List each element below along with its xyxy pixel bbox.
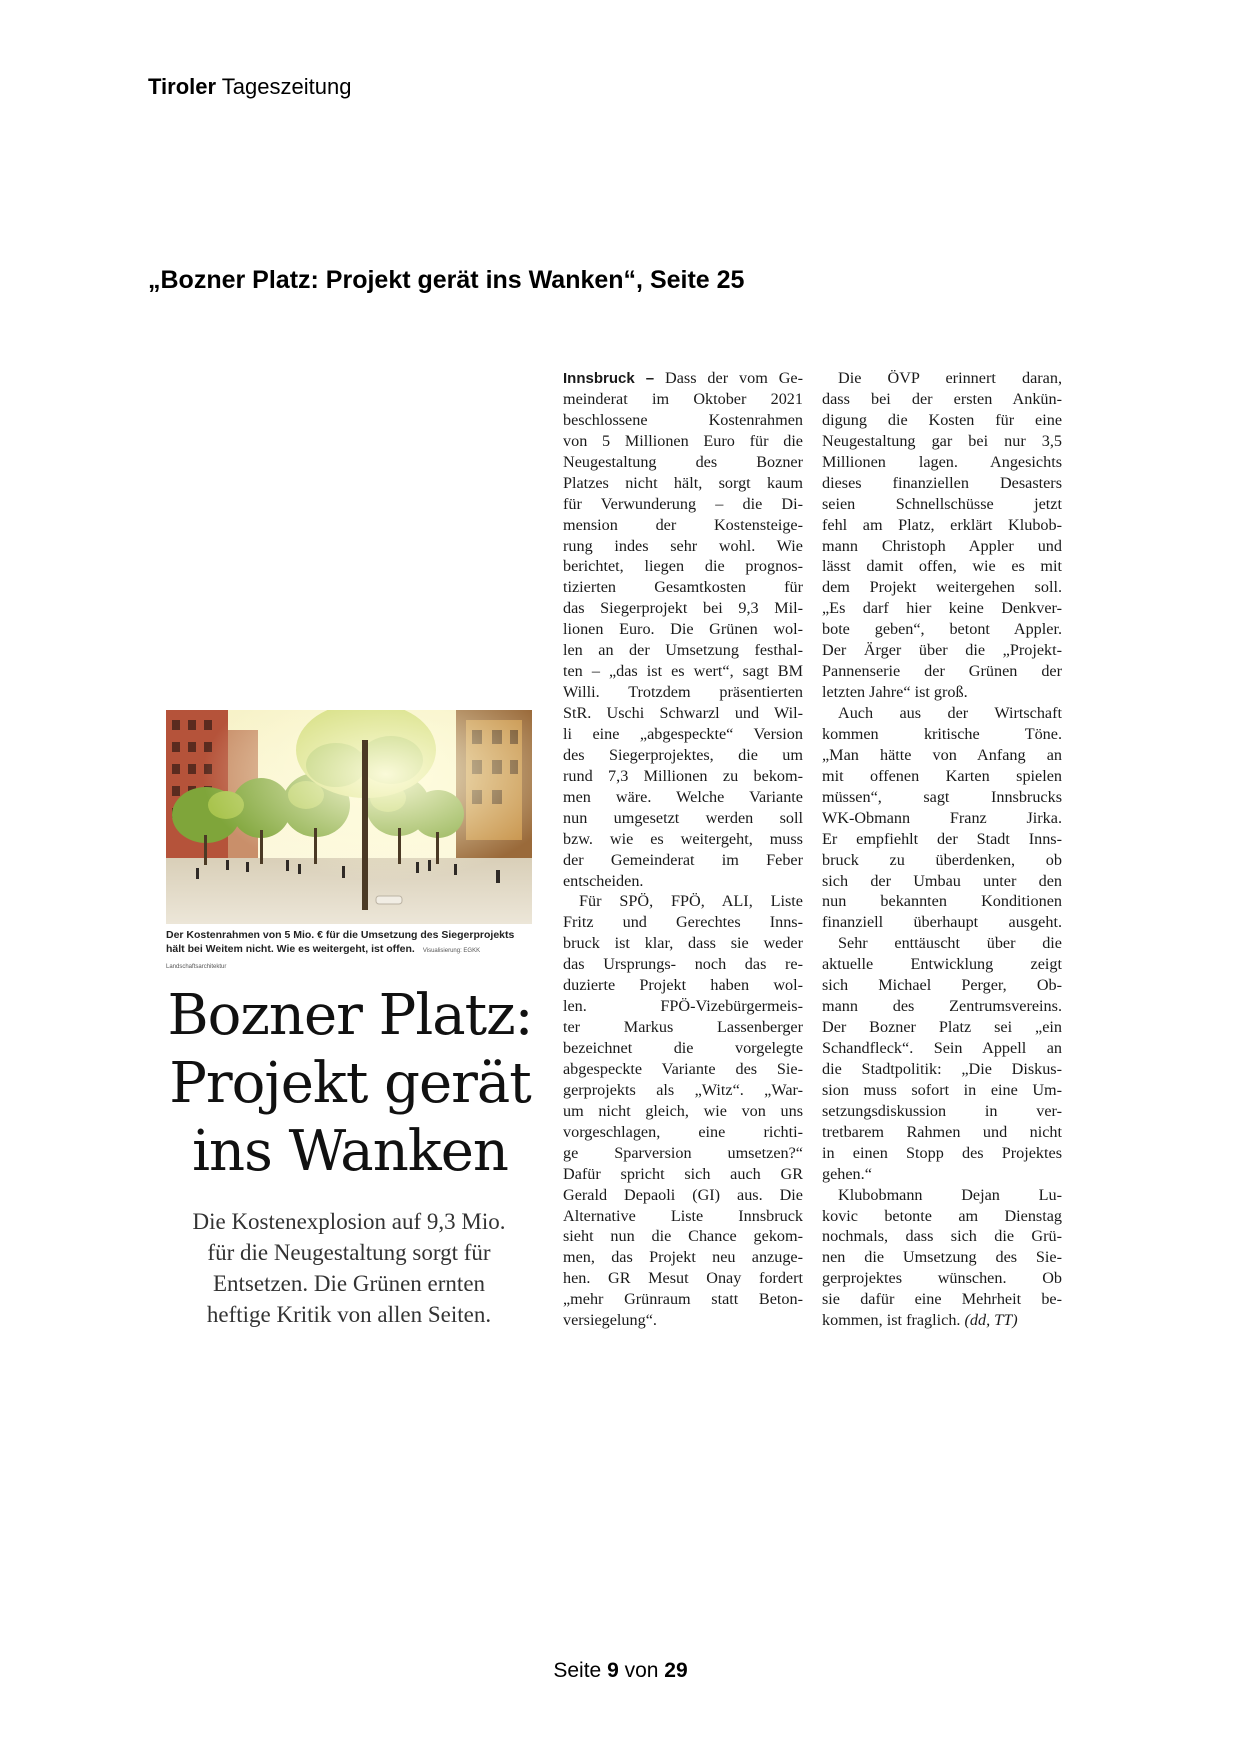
- article-line: [563, 1101, 803, 1122]
- article-line-text: des Siegerprojektes, die um: [563, 745, 803, 764]
- page-footer: [0, 1659, 1241, 1683]
- article-line: [822, 912, 1062, 933]
- article-line: [563, 891, 803, 912]
- article-line: [822, 619, 1062, 640]
- article-line: [822, 933, 1062, 954]
- article-line-text: „Es darf hier keine Denkver-: [822, 599, 1062, 618]
- article-line: [822, 1164, 1062, 1185]
- article-line-text: nun umgesetzt werden soll: [563, 808, 803, 827]
- article-line-text: men wäre. Welche Variante: [563, 787, 803, 806]
- article-line: [822, 389, 1062, 410]
- article-line: [822, 745, 1062, 766]
- article-column-1: [563, 368, 803, 1331]
- article-line-text: lässt damit offen, wie es mit: [822, 557, 1062, 576]
- article-headline: [160, 982, 540, 1186]
- article-line: [822, 494, 1062, 515]
- article-line-text: Millionen lagen. Angesichts: [822, 452, 1062, 471]
- article-signature: (dd, TT): [964, 1311, 1018, 1330]
- headline-line: Bozner Platz:: [167, 983, 533, 1048]
- article-line: [563, 787, 803, 808]
- brand-bold: Tiroler: [148, 74, 217, 99]
- article-line-text: um nicht gleich, wie von uns: [563, 1101, 803, 1120]
- article-line-text: sich Michael Perger, Ob-: [822, 976, 1062, 995]
- article-line-text: bruck zu überdenken, ob: [822, 850, 1062, 869]
- article-line: [563, 389, 803, 410]
- article-line-text: Schandfleck“. Sein Appell an: [822, 1039, 1062, 1057]
- article-line: [563, 1017, 803, 1038]
- article-line: [563, 577, 803, 598]
- article-line-text: Alternative Liste Innsbruck: [563, 1206, 803, 1225]
- article-line-text: kovic betonte am Dienstag: [822, 1206, 1062, 1225]
- caption-text: Der Kostenrahmen von 5 Mio. € für die Umsetzung des Siegerprojekts hält bei Weitem nicht. Wie es weitergeht, ist offen.: [166, 929, 515, 955]
- article-line: [563, 682, 803, 703]
- article-line: [563, 912, 803, 933]
- article-line-text: tizierten Gesamtkosten für: [563, 578, 803, 597]
- article-line-text: das Ursprungs- noch das re-: [563, 955, 803, 974]
- article-line: [822, 1038, 1062, 1059]
- article-line-text: ge Sparversion umsetzen?“: [563, 1143, 803, 1162]
- article-line-text: meinderat im Oktober 2021: [563, 389, 803, 408]
- article-line: [563, 1143, 803, 1164]
- article-line: [822, 1247, 1062, 1268]
- article-line: [563, 640, 803, 661]
- article-line: [563, 431, 803, 452]
- article-line: [822, 1226, 1062, 1247]
- article-line: [822, 808, 1062, 829]
- article-line: [563, 452, 803, 473]
- article-line-text: len. FPÖ-Vizebürgermeis-: [563, 997, 803, 1016]
- article-line: [563, 703, 803, 724]
- article-line-text: mann des Zentrumsvereins.: [822, 997, 1062, 1016]
- article-line: [563, 954, 803, 975]
- article-line-text: nochmals, dass sich die Grü-: [822, 1227, 1062, 1246]
- article-line: [563, 368, 803, 389]
- article-line-text: digung die Kosten für eine: [822, 410, 1062, 429]
- article-line-text: müssen“, sagt Innsbrucks: [822, 787, 1062, 806]
- article-line-text: bezeichnet die vorgelegte: [563, 1039, 803, 1057]
- article-line: [822, 703, 1062, 724]
- headline-line: Projekt gerät: [169, 1051, 531, 1116]
- article-line-text: tretbarem Rahmen und nicht: [822, 1122, 1062, 1141]
- article-line: [563, 1122, 803, 1143]
- article-line-text: men, das Projekt neu anzuge-: [563, 1248, 803, 1267]
- article-line: [563, 536, 803, 557]
- article-line: [822, 598, 1062, 619]
- article-line-text: fehl am Platz, erklärt Klubob-: [822, 515, 1062, 534]
- article-line: [563, 933, 803, 954]
- article-line: [563, 619, 803, 640]
- article-line-text: versiegelung“.: [563, 1311, 657, 1330]
- subheadline-line: Die Kostenexplosion auf 9,3 Mio.: [192, 1209, 506, 1234]
- article-line: [822, 1310, 1062, 1331]
- article-line-text: seien Schnellschüsse jetzt: [822, 494, 1062, 513]
- article-line-text: ter Markus Lassenberger: [563, 1018, 803, 1037]
- article-line-text: Der Bozner Platz sei „ein: [822, 1018, 1062, 1037]
- article-line-text: kommen kritische Töne.: [822, 724, 1062, 743]
- article-reference-title: „Bozner Platz: Projekt gerät ins Wanken“, Seite 25: [148, 266, 745, 294]
- article-line-text: Neugestaltung des Bozner: [563, 452, 803, 471]
- article-line-text: Gerald Depaoli (GI) aus. Die: [563, 1185, 803, 1204]
- article-line-text: nun bekannten Konditionen: [822, 892, 1062, 911]
- article-line: [822, 829, 1062, 850]
- article-line: [563, 410, 803, 431]
- article-line-text: dieses finanziellen Desasters: [822, 473, 1062, 492]
- photo-caption: [166, 928, 532, 974]
- article-line: [822, 661, 1062, 682]
- article-line-text: beschlossene Kostenrahmen: [563, 410, 803, 429]
- article-line-text: sieht nun die Chance gekom-: [563, 1227, 803, 1246]
- article-line-text: rund 7,3 Millionen zu bekom-: [563, 766, 803, 785]
- footer-current-page: 9: [607, 1659, 619, 1682]
- brand-regular: Tageszeitung: [221, 74, 352, 99]
- article-line: [563, 1185, 803, 1206]
- footer-total-pages: 29: [664, 1659, 688, 1682]
- article-line-text: Sehr enttäuscht über die: [838, 934, 1062, 953]
- article-line-text: der Gemeinderat im Feber: [563, 850, 803, 869]
- article-line: [822, 431, 1062, 452]
- article-line-text: ten – „das ist es wert“, sagt BM: [563, 662, 803, 681]
- article-line-text: gehen.“: [822, 1164, 872, 1183]
- article-line: [822, 850, 1062, 871]
- article-line-text: dem Projekt weitergehen soll.: [822, 578, 1062, 597]
- article-line: [563, 975, 803, 996]
- article-line: [563, 1247, 803, 1268]
- article-line: [822, 954, 1062, 975]
- article-column-2: [822, 368, 1062, 1331]
- article-line-text: Die ÖVP erinnert daran,: [838, 369, 1062, 387]
- article-line-text: finanziell überhaupt ausgeht.: [822, 913, 1062, 932]
- article-line: [822, 410, 1062, 431]
- article-line-text: für Verwunderung – die Di-: [563, 494, 803, 513]
- article-line-text: das Siegerprojekt bei 9,3 Mil-: [563, 599, 803, 618]
- article-line-text: lionen Euro. Die Grünen wol-: [563, 620, 803, 639]
- article-line-text: Klubobmann Dejan Lu-: [838, 1185, 1062, 1204]
- article-line: [563, 724, 803, 745]
- article-line-text: Der Ärger über die „Projekt-: [822, 641, 1062, 660]
- article-line: [563, 1226, 803, 1247]
- article-line: [563, 1206, 803, 1227]
- article-line: [563, 473, 803, 494]
- article-line-text: mann Christoph Appler und: [822, 536, 1062, 555]
- article-line: [563, 515, 803, 536]
- footer-prefix: Seite: [553, 1659, 602, 1682]
- article-line: [822, 536, 1062, 557]
- article-line-text: nen die Umsetzung des Sie-: [822, 1248, 1062, 1267]
- article-line: [563, 556, 803, 577]
- article-line: [563, 598, 803, 619]
- article-line: [563, 745, 803, 766]
- article-line: [822, 368, 1062, 389]
- article-line: [563, 1038, 803, 1059]
- article-line-text: sion muss sofort in eine Um-: [822, 1080, 1062, 1099]
- article-line-text: bote geben“, betont Appler.: [822, 620, 1062, 639]
- article-subheadline: [166, 1206, 532, 1330]
- article-line-text: rung indes sehr wohl. Wie: [563, 536, 803, 555]
- article-line: [822, 452, 1062, 473]
- article-line-text: Neugestaltung gar bei nur 3,5: [822, 431, 1062, 450]
- article-line: [563, 1289, 803, 1310]
- article-line-text: li eine „abgespeckte“ Version: [563, 724, 803, 743]
- article-line-text: Dafür spricht sich auch GR: [563, 1164, 803, 1183]
- article-line-text: Pannenserie der Grünen der: [822, 662, 1062, 681]
- article-line-text: mit offenen Karten spielen: [822, 766, 1062, 785]
- article-line: [822, 577, 1062, 598]
- article-line-text: in einen Stopp des Projektes: [822, 1143, 1062, 1162]
- article-line-text: Willi. Trotzdem präsentierten: [563, 683, 803, 702]
- article-line-text: sie dafür eine Mehrheit be-: [822, 1290, 1062, 1309]
- subheadline-line: für die Neugestaltung sorgt für: [207, 1240, 491, 1265]
- article-line: [822, 766, 1062, 787]
- headline-line: ins Wanken: [192, 1119, 508, 1184]
- footer-separator: von: [624, 1659, 659, 1682]
- article-line-text: berichtet, liegen die prognos-: [563, 557, 803, 576]
- article-line: [822, 1185, 1062, 1206]
- article-line: [822, 891, 1062, 912]
- article-line: [822, 640, 1062, 661]
- article-line: [563, 1059, 803, 1080]
- article-line: [822, 1206, 1062, 1227]
- article-line: [822, 1059, 1062, 1080]
- article-line: [563, 1310, 803, 1331]
- article-line: [563, 661, 803, 682]
- article-line: [822, 724, 1062, 745]
- article-line-text: letzten Jahre“ ist groß.: [822, 683, 968, 702]
- article-line-text: Fritz und Gerechtes Inns-: [563, 913, 803, 932]
- article-line-text: Auch aus der Wirtschaft: [838, 704, 1062, 722]
- bozner-platz-visualization: [166, 710, 532, 924]
- article-line: [822, 682, 1062, 703]
- article-line: [822, 1080, 1062, 1101]
- article-line: [563, 1164, 803, 1185]
- article-line-text: abgespeckte Variante des Sie-: [563, 1059, 803, 1078]
- article-line-text: dass bei der ersten Ankün-: [822, 389, 1062, 408]
- article-line: [822, 1268, 1062, 1289]
- article-line-text: die Stadtpolitik: „Die Diskus-: [822, 1059, 1062, 1078]
- article-line-text: Dass der vom Ge-: [665, 369, 803, 387]
- article-line-text: hen. GR Mesut Onay fordert: [563, 1269, 803, 1288]
- article-line: [563, 996, 803, 1017]
- article-line-text: sich der Umbau unter den: [822, 871, 1062, 890]
- article-line: [822, 515, 1062, 536]
- photo-credit: Visualisierung: EGKK Landschaftsarchitektur: [166, 948, 481, 970]
- article-line-text: setzungsdiskussion in ver-: [822, 1101, 1062, 1120]
- article-line-text: Platzes nicht hält, sorgt kaum: [563, 473, 803, 492]
- article-line: [563, 1268, 803, 1289]
- article-line: [822, 1101, 1062, 1122]
- subheadline-line: heftige Kritik von allen Seiten.: [206, 1302, 492, 1327]
- article-line-text: mension der Kostensteige-: [563, 515, 803, 534]
- article-line-text: duzierte Projekt haben wol-: [563, 976, 803, 995]
- article-line-text: gerprojektes wünschen. Ob: [822, 1269, 1062, 1288]
- article-line-text: WK-Obmann Franz Jirka.: [822, 808, 1062, 827]
- article-line: [822, 871, 1062, 892]
- article-line: [563, 808, 803, 829]
- article-line-text: von 5 Millionen Euro für die: [563, 431, 803, 450]
- article-line: [563, 850, 803, 871]
- article-line-text: Für SPÖ, FPÖ, ALI, Liste: [579, 892, 803, 911]
- article-line-text: bruck ist klar, dass sie weder: [563, 934, 803, 953]
- newspaper-header: [148, 74, 351, 100]
- article-line-text: aktuelle Entwicklung zeigt: [822, 955, 1062, 974]
- article-line-text: entscheiden.: [563, 871, 644, 890]
- article-line-text: vorgeschlagen, eine richti-: [563, 1122, 803, 1141]
- article-line-text: StR. Uschi Schwarzl und Wil-: [563, 704, 803, 722]
- subheadline-line: Entsetzen. Die Grünen ernten: [212, 1271, 486, 1296]
- article-dateline: Innsbruck –: [563, 370, 655, 387]
- article-line: [563, 829, 803, 850]
- article-line: [822, 1122, 1062, 1143]
- article-line-text: Er empfiehlt der Stadt Inns-: [822, 829, 1062, 848]
- article-line: [822, 556, 1062, 577]
- article-line-text: gerprojekts als „Witz“. „War-: [563, 1080, 803, 1099]
- article-line: [563, 871, 803, 892]
- article-line: [822, 975, 1062, 996]
- article-line: [563, 1080, 803, 1101]
- article-line-text: kommen, ist fraglich.: [822, 1311, 961, 1330]
- article-line-text: bzw. wie es weitergeht, muss: [563, 829, 803, 848]
- article-line: [822, 1289, 1062, 1310]
- article-line: [822, 473, 1062, 494]
- article-line-text: „Man hätte von Anfang an: [822, 745, 1062, 764]
- article-line: [822, 1017, 1062, 1038]
- article-photo: [166, 710, 532, 924]
- article-line: [822, 996, 1062, 1017]
- article-line: [822, 1143, 1062, 1164]
- article-line: [563, 494, 803, 515]
- article-line-text: „mehr Grünraum statt Beton-: [563, 1290, 803, 1309]
- article-line: [822, 787, 1062, 808]
- article-line: [563, 766, 803, 787]
- article-line-text: len an der Umsetzung festhal-: [563, 641, 803, 660]
